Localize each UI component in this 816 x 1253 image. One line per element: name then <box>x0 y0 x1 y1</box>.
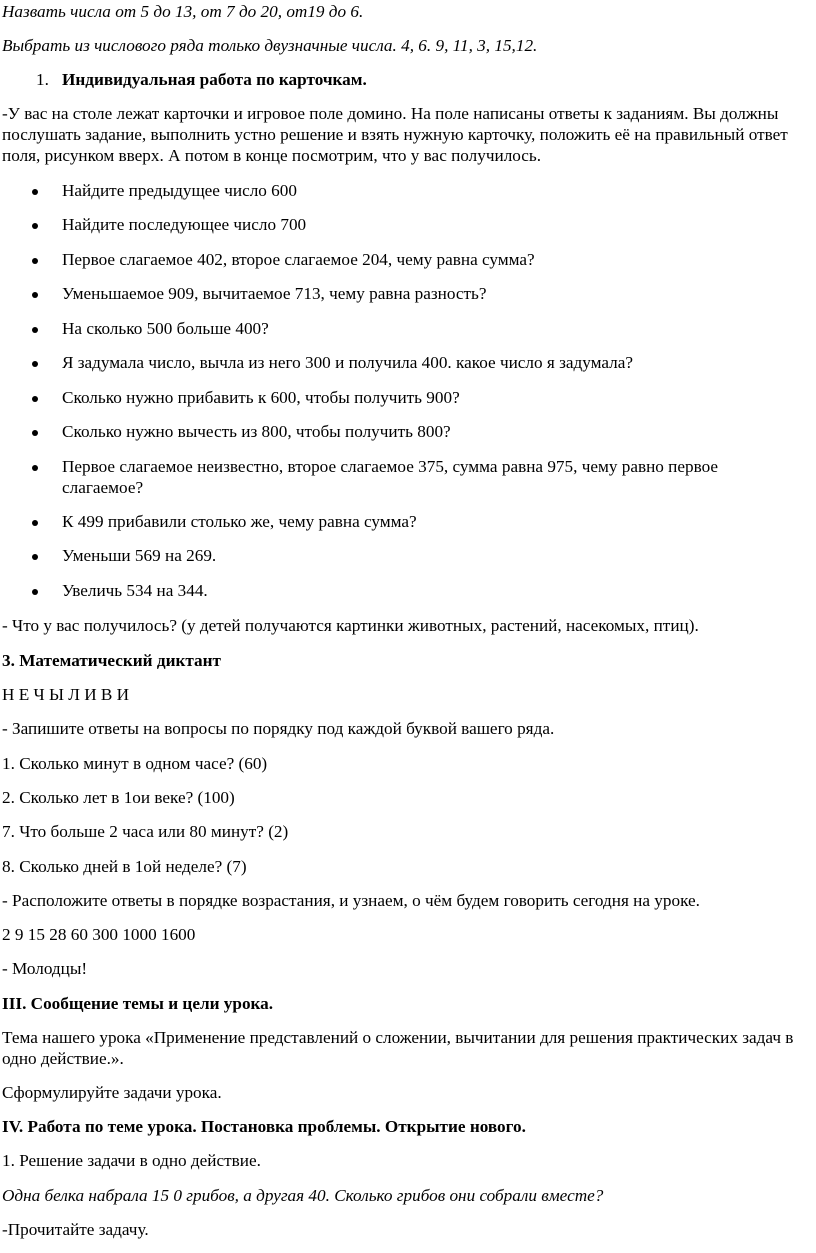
bullet-dot <box>32 465 38 471</box>
section1-title: Индивидуальная работа по карточкам. <box>62 70 367 89</box>
bullet-dot <box>32 258 38 264</box>
line-two-digit-numbers: Выбрать из числового ряда только двузначные числа. 4, 6. 9, 11, 3, 15,12. <box>2 36 538 55</box>
section-iv-title-part2: . Постановка проблемы. Открытие нового. <box>192 1117 526 1136</box>
number-sequence: 2 9 15 28 60 300 1000 1600 <box>2 925 196 944</box>
read-instruction: -Прочитайте задачу. <box>2 1220 149 1239</box>
question-7: 7. Что больше 2 часа или 80 минут? (2) <box>2 822 289 841</box>
section-iv-title-part1: IV. Работа по теме урока <box>2 1117 193 1136</box>
section1-number: 1. <box>36 70 49 89</box>
list-item: Я задумала число, вычла из него 300 и получила 400. какое число я задумала? <box>62 353 633 372</box>
section-iii-heading: III. Сообщение темы и цели урока. <box>2 994 274 1013</box>
list-item: Уменьши 569 на 269. <box>62 546 217 565</box>
bullet-dot <box>32 589 38 595</box>
bullet-dot <box>32 292 38 298</box>
arrange-instruction: - Расположите ответы в порядке возрастания, и узнаем, о чём будем говорить сегодня на уроке. <box>2 891 700 910</box>
list-item: Увеличь 534 на 344. <box>62 581 208 600</box>
section3-heading: 3. Математический диктант <box>2 651 221 670</box>
question-1: 1. Сколько минут в одном часе? (60) <box>2 754 268 773</box>
list-item: Найдите последующее число 700 <box>62 215 307 234</box>
question-8: 8. Сколько дней в 1ой неделе? (7) <box>2 857 247 876</box>
bullet-dot <box>32 430 38 436</box>
list-item: Сколько нужно вычесть из 800, чтобы получить 800? <box>62 422 451 441</box>
section-iv-heading <box>2 1116 526 1137</box>
list-item: Сколько нужно прибавить к 600, чтобы получить 900? <box>62 388 460 407</box>
bullet-dot <box>32 327 38 333</box>
question-2: 2. Сколько лет в 1ои веке? (100) <box>2 788 235 807</box>
praise-text: - Молодцы! <box>2 959 88 978</box>
bullet-dot <box>32 554 38 560</box>
list-item: Первое слагаемое неизвестно, второе слагаемое 375, сумма равна 975, чему равно первое слагаемое? <box>62 457 719 497</box>
problem-text: Одна белка набрала 15 0 грибов, а другая 40. Сколько грибов они собрали вместе? <box>2 1186 604 1205</box>
bullet-dot <box>32 223 38 229</box>
list-item: Найдите предыдущее число 600 <box>62 181 297 200</box>
formulate-tasks: Сформулируйте задачи урока. <box>2 1083 222 1102</box>
bullet-dot <box>32 396 38 402</box>
result-question: - Что у вас получилось? (у детей получаются картинки животных, растений, насекомых, птиц). <box>2 616 699 635</box>
intro-paragraph: -У вас на столе лежат карточки и игровое поле домино. На поле написаны ответы к заданиям. Вы должны послушать задание, выполнить устно решение и взять нужную карточку, положить её на правильный ответ поля, рисунком вверх. А потом в конце посмотрим, что у вас получилось. <box>2 104 788 165</box>
bullet-dot <box>32 361 38 367</box>
bullet-dot <box>32 189 38 195</box>
lesson-topic: Тема нашего урока «Применение представлений о сложении, вычитании для решения практических задач в одно действие.». <box>2 1028 794 1068</box>
task-1: 1. Решение задачи в одно действие. <box>2 1151 261 1170</box>
list-item: К 499 прибавили столько же, чему равна сумма? <box>62 512 417 531</box>
line-name-numbers: Назвать числа от 5 до 13, от 7 до 20, от19 до 6. <box>2 2 364 21</box>
list-item: Уменьшаемое 909, вычитаемое 713, чему равна разность? <box>62 284 487 303</box>
letters-row: Н Е Ч Ы Л И В И <box>2 685 130 704</box>
dictation-instruction: - Запишите ответы на вопросы по порядку под каждой буквой вашего ряда. <box>2 719 555 738</box>
list-item: На сколько 500 больше 400? <box>62 319 269 338</box>
list-item: Первое слагаемое 402, второе слагаемое 204, чему равна сумма? <box>62 250 535 269</box>
bullet-dot <box>32 520 38 526</box>
